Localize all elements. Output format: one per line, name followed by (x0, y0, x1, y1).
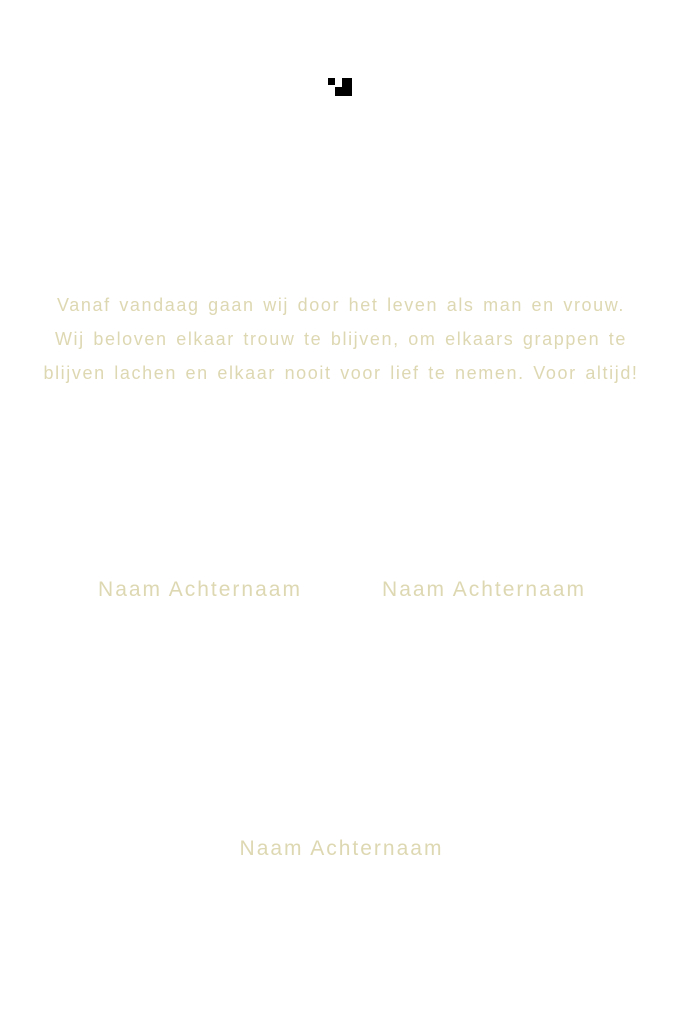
partner-left-name-placeholder[interactable]: Naam Achternaam (98, 578, 302, 601)
vow-text-block[interactable] (41, 288, 641, 390)
vow-line-1: Vanaf vandaag gaan wij door het leven als man en vrouw. (57, 295, 625, 315)
bottom-name-placeholder[interactable]: Naam Achternaam (239, 837, 444, 860)
vow-line-3: blijven lachen en elkaar nooit voor lief te nemen. Voor altijd! (43, 363, 639, 383)
vow-line-2: Wij beloven elkaar trouw te blijven, om elkaars grappen te (54, 329, 628, 349)
pixel-blocks-logo-icon (328, 78, 352, 96)
couple-names-row (58, 576, 626, 604)
partner-right-name-placeholder[interactable]: Naam Achternaam (382, 578, 586, 601)
